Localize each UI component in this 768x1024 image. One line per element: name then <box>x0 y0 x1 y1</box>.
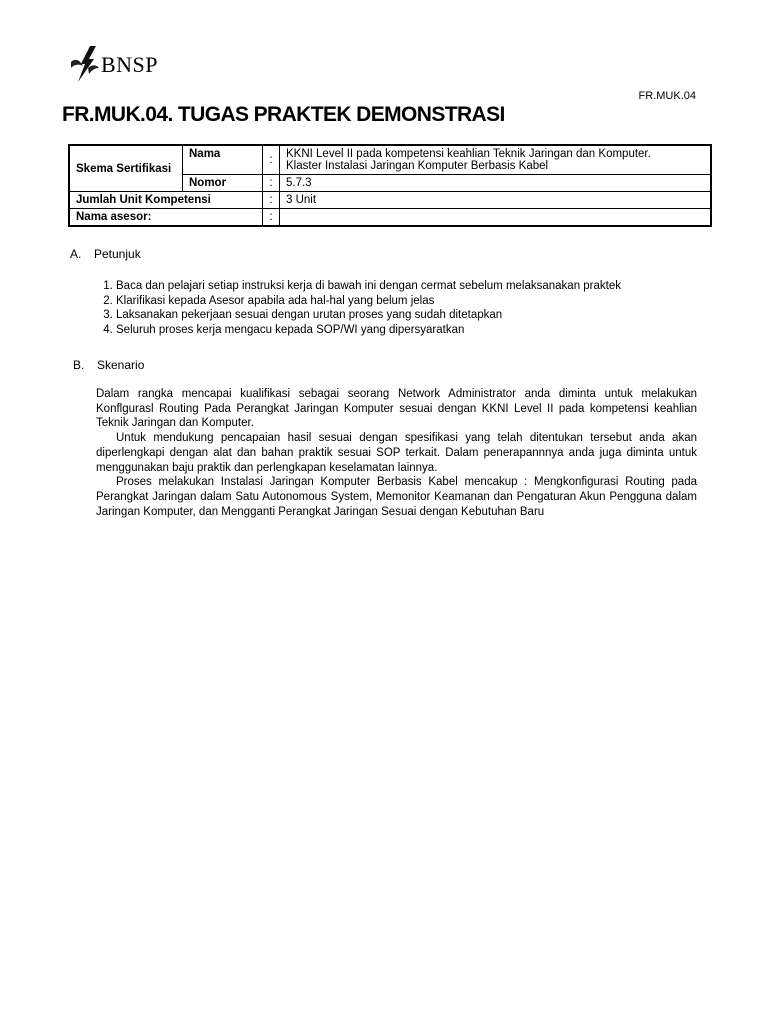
section-letter: A. <box>70 247 82 261</box>
instruction-list <box>96 279 621 338</box>
certification-info-table <box>68 144 712 227</box>
jumlah-value: 3 Unit <box>280 192 712 209</box>
colon-cell: : <box>263 192 280 209</box>
paragraph: Untuk mendukung pencapaian hasil sesuai dengan spesifikasi yang telah ditentukan tersebut anda akan diperlengkapi dengan alat dan bahan praktik sesuai SOP terkait. Dalam penerapannnya anda juga diminta untuk menggunakan baju praktik dan perlengkapan keselamatan lainnya. <box>96 432 697 474</box>
paragraph: Proses melakukan Instalasi Jaringan Komputer Berbasis Kabel mencakup : Mengkonfigurasi Routing pada Perangkat Jaringan dalam Satu Autonomous System, Memonitor Keamanan dan Pengaturan Akun Pengguna dalam Jaringan Komputer, dan Mengganti Perangkat Jaringan Sesuai dengan Kebutuhan Baru <box>96 476 697 518</box>
table-row <box>69 145 711 175</box>
logo-text: BNSP <box>101 52 159 77</box>
bnsp-emblem-icon <box>68 44 100 84</box>
nomor-value: 5.7.3 <box>280 175 712 192</box>
colon-cell: : <box>263 145 280 175</box>
colon-cell: : <box>263 175 280 192</box>
list-item: 1. Baca dan pelajari setiap instruksi kerja di bawah ini dengan cermat sebelum melaksanakan praktek <box>116 279 621 294</box>
nama-value-line: KKNI Level II pada kompetensi keahlian Teknik Jaringan dan Komputer. <box>286 148 651 160</box>
skema-label: Skema Sertifikasi <box>69 145 183 192</box>
section-title: Petunjuk <box>94 247 141 261</box>
nomor-label: Nomor <box>183 175 263 192</box>
jumlah-label: Jumlah Unit Kompetensi <box>69 192 263 209</box>
asesor-value <box>280 209 712 227</box>
scenario-text <box>96 387 697 519</box>
nama-label: Nama <box>183 145 263 175</box>
table-row <box>69 192 711 209</box>
section-title: Skenario <box>97 358 145 372</box>
page-title: FR.MUK.04. TUGAS PRAKTEK DEMONSTRASI <box>62 103 505 126</box>
nama-value-line: Klaster Instalasi Jaringan Komputer Berbasis Kabel <box>286 160 549 172</box>
asesor-label: Nama asesor: <box>69 209 263 227</box>
list-item: 4. Seluruh proses kerja mengacu kepada SOP/WI yang dipersyaratkan <box>116 323 621 338</box>
bnsp-logo <box>68 44 158 84</box>
section-a-heading <box>70 247 141 261</box>
colon-cell: : <box>263 209 280 227</box>
nama-value <box>280 145 712 175</box>
list-item: 3. Laksanakan pekerjaan sesuai dengan urutan proses yang sudah ditetapkan <box>116 308 621 323</box>
document-code: FR.MUK.04 <box>638 90 696 102</box>
table-row <box>69 209 711 227</box>
paragraph: Dalam rangka mencapai kualifikasi sebagai seorang Network Administrator anda diminta untuk melakukan Konflgurasl Routing Pada Perangkat Jaringan Komputer sesuai dengan KKNI Level II pada kompetensi keahlian Teknik Jaringan dan Komputer. <box>96 388 697 430</box>
section-b-heading <box>73 358 144 372</box>
section-letter: B. <box>73 358 85 372</box>
list-item: 2. Klarifikasi kepada Asesor apabila ada hal-hal yang belum jelas <box>116 294 621 309</box>
